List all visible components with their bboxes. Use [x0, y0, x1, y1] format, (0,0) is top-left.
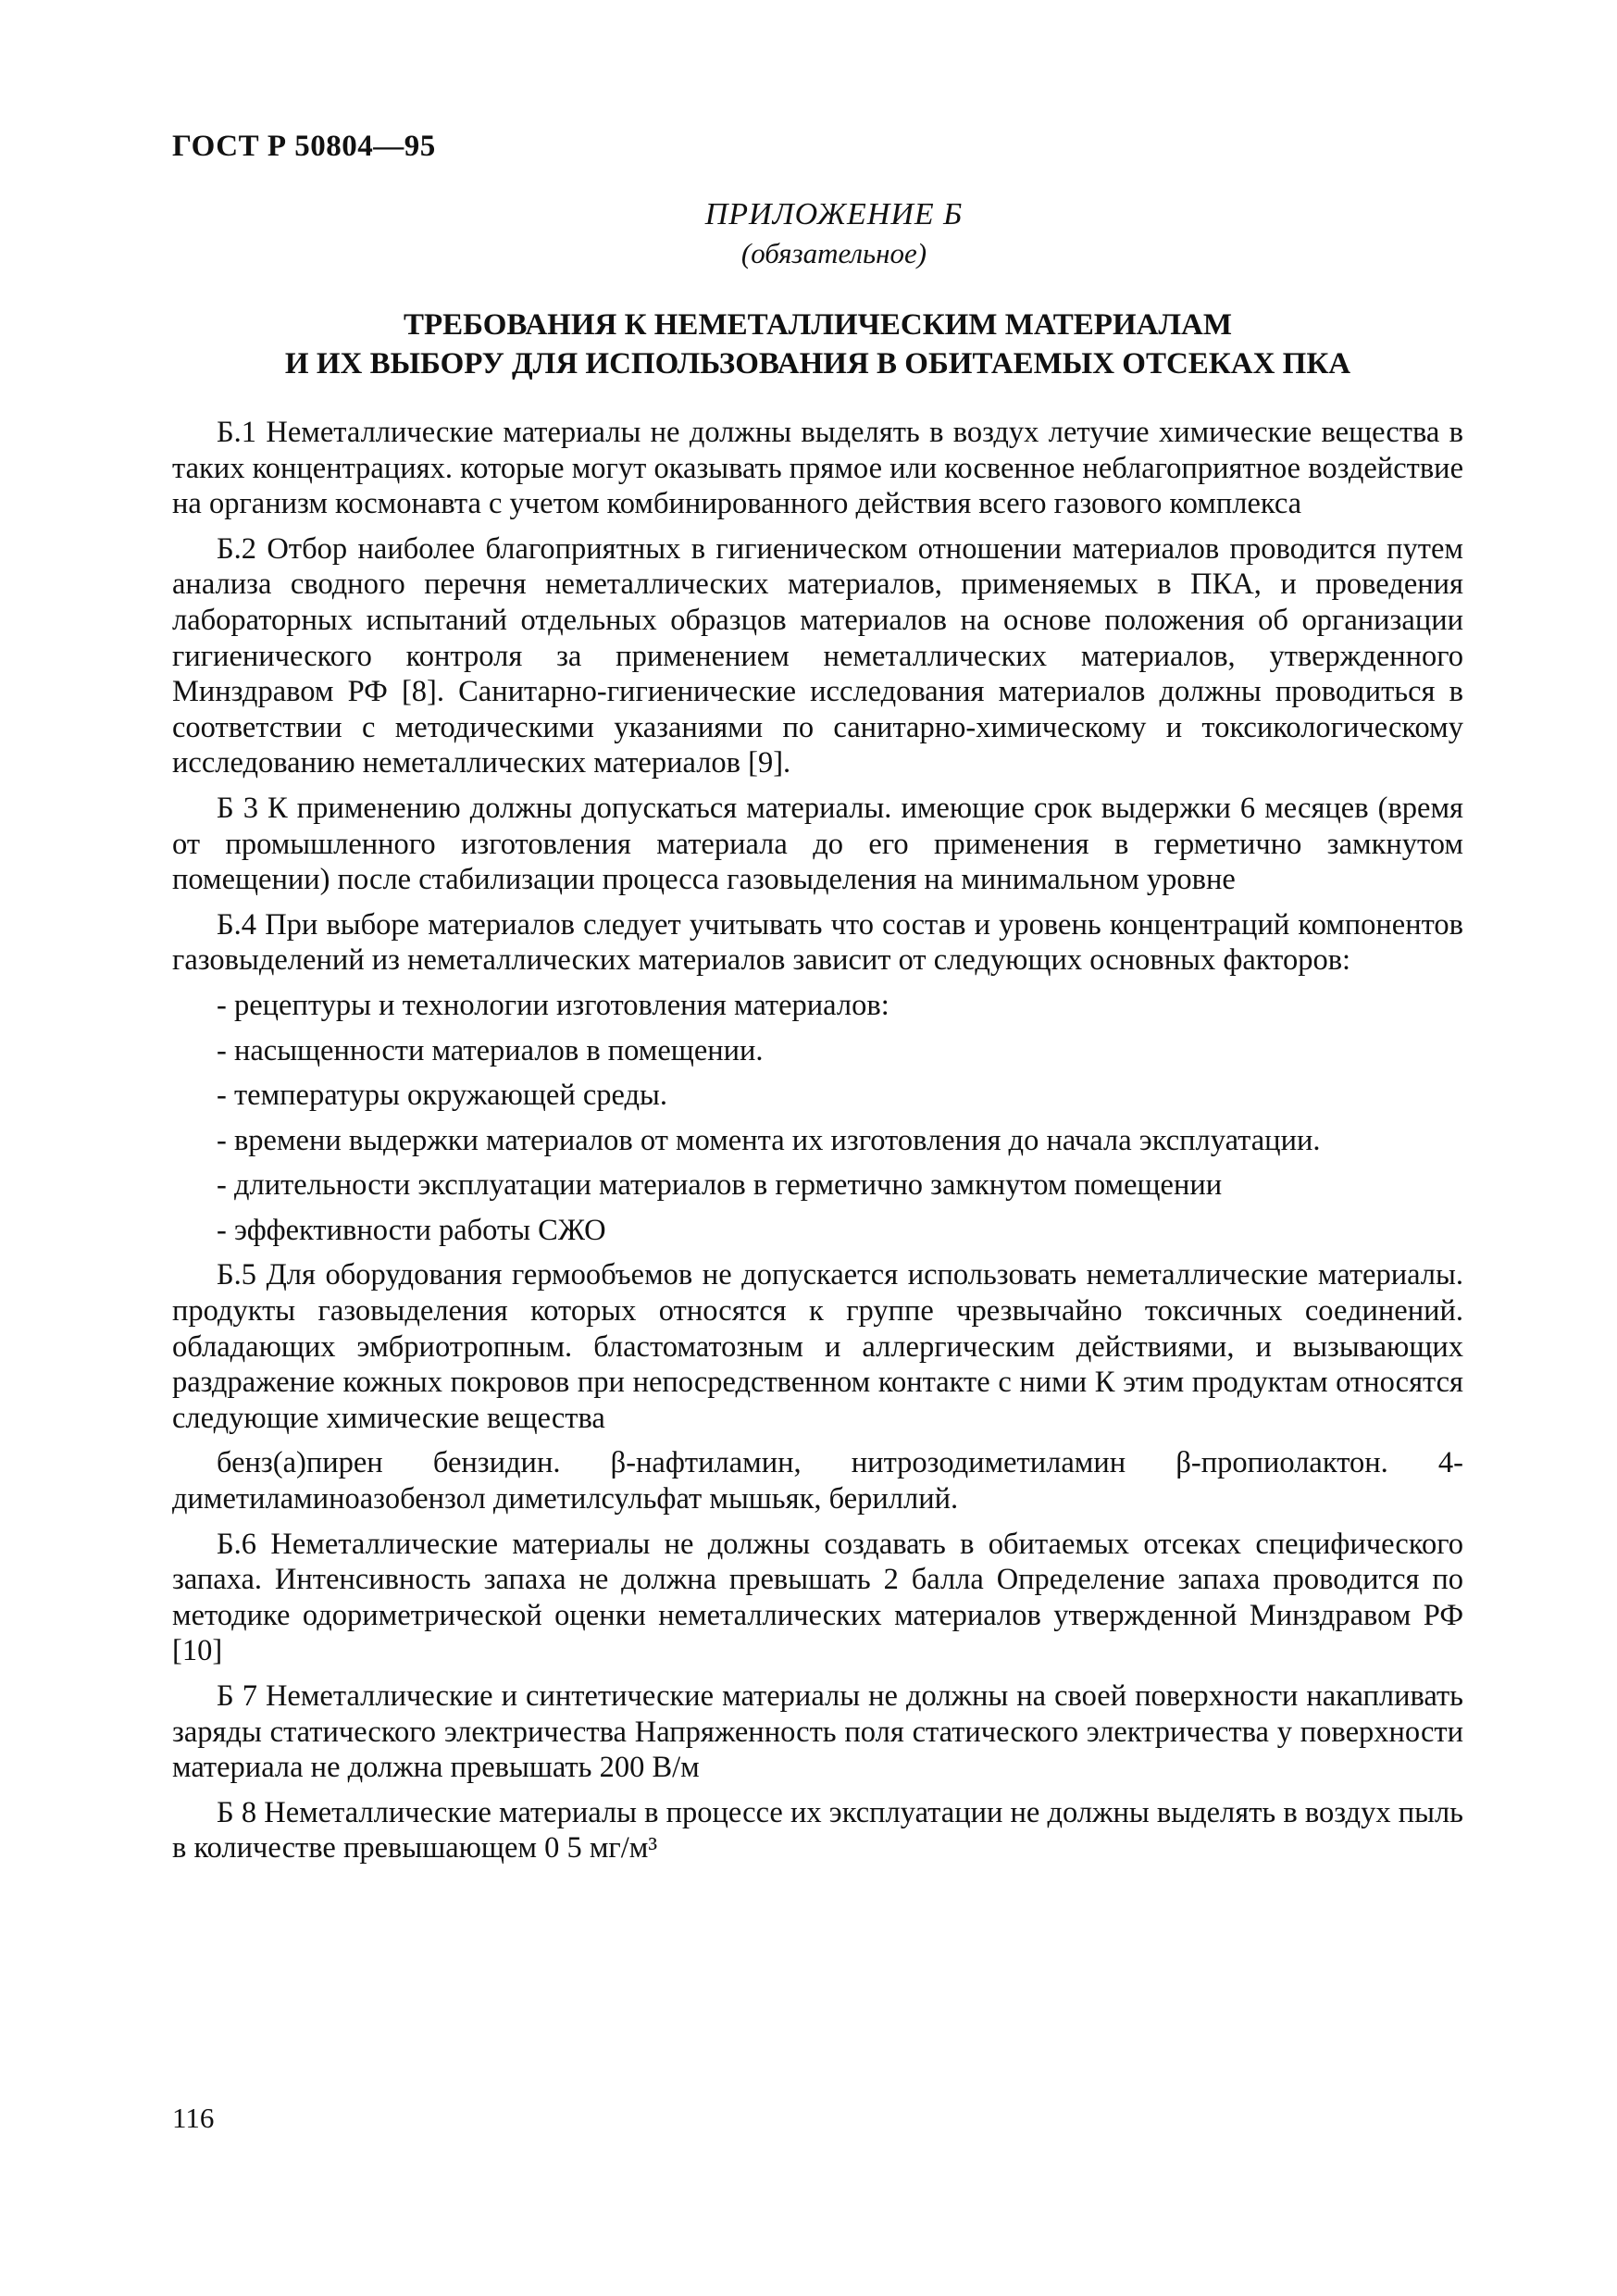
appendix-status: (обязательное): [740, 237, 927, 269]
list-item: - температуры окружающей среды.: [217, 1079, 668, 1113]
list-item: - эффективности работы СЖО: [217, 1213, 606, 1247]
chemical-substances-list: бенз(а)пирен бензидин. β-нафтиламин, нитрозодиметиламин β-пропиолактон. 4-диметиламиноазобензол диметилсульфат мышьяк, бериллий.: [172, 1446, 1463, 1516]
paragraph-b2: Б.2 Отбор наиболее благоприятных в гигиеническом отношении материалов проводится путем анализа сводного перечня неметаллических материалов, применяемых в ПКА, и проведения лабораторных испытаний отдельных образцов материалов на основе положения об организации гигиенического контроля за применением неметаллических материалов, утвержденного Минздравом РФ [8]. Санитарно-гигиенические исследования материалов должны проводиться в соответствии с методическими указаниями по санитарно-химическому и токсикологическому исследованию неметаллических материалов [9].: [172, 531, 1463, 780]
list-item: - рецептуры и технологии изготовления материалов:: [217, 988, 889, 1022]
paragraph-b7: Б 7 Неметаллические и синтетические материалы не должны на своей поверхности накапливать заряды статического электричества Напряженность поля статического электричества у поверхности материала не должна превышать 200 В/м: [172, 1679, 1463, 1785]
document-code: ГОСТ Р 50804—95: [172, 130, 436, 163]
factor-list: [172, 988, 1463, 1249]
list-item: - длительности эксплуатации материалов в герметично замкнутом помещении: [217, 1168, 1223, 1203]
section-heading: [172, 306, 1463, 383]
list-item: - времени выдержки материалов от момента их изготовления до начала эксплуатации.: [217, 1123, 1321, 1157]
page-number: 116: [172, 2102, 215, 2134]
heading-line-2: И ИХ ВЫБОРУ ДЛЯ ИСПОЛЬЗОВАНИЯ В ОБИТАЕМЫХ ОТСЕКАХ ПКА: [284, 347, 1351, 381]
document-body: [172, 415, 1463, 1876]
paragraph-b1: Б.1 Неметаллические материалы не должны выделять в воздух летучие химические вещества в таких концентрациях. которые могут оказывать прямое или косвенное неблагоприятное воздействие на организм космонавта с учетом комбинированного действия всего газового комплекса: [172, 416, 1463, 521]
paragraph-b6: Б.6 Неметаллические материалы не должны создавать в обитаемых отсеках специфического запаха. Интенсивность запаха не должна превышать 2 балла Определение запаха проводится по методике одориметрической оценки неметаллических материалов утвержденной Минздравом РФ [10]: [172, 1527, 1463, 1668]
list-item: - насыщенности материалов в помещении.: [217, 1033, 764, 1067]
paragraph-b3: Б 3 К применению должны допускаться материалы. имеющие срок выдержки 6 месяцев (время от промышленного изготовления материала до его применения в герметично замкнутом помещении) после стабилизации процесса газовыделения на минимальном уровне: [172, 791, 1463, 897]
paragraph-b8: Б 8 Неметаллические материалы в процессе их эксплуатации не должны выделять в воздух пыль в количестве превышающем 0 5 мг/м³: [172, 1795, 1463, 1866]
paragraph-b4: Б.4 При выборе материалов следует учитывать что состав и уровень концентраций компонентов газовыделений из неметаллических материалов зависит от следующих основных факторов:: [172, 907, 1463, 978]
paragraph-b5: Б.5 Для оборудования гермообъемов не допускается использовать неметаллические материалы. продукты газовыделения которых относятся к группе чрезвычайно токсичных соединений. обладающих эмбриотропным. бластоматозным и аллергическим действиями, и вызывающих раздражение кожных покровов при непосредственном контакте с ними К этим продуктам относятся следующие химические вещества: [172, 1258, 1463, 1435]
heading-line-1: ТРЕБОВАНИЯ К НЕМЕТАЛЛИЧЕСКИМ МАТЕРИАЛАМ: [403, 308, 1233, 342]
appendix-title: ПРИЛОЖЕНИЕ Б: [704, 197, 964, 231]
